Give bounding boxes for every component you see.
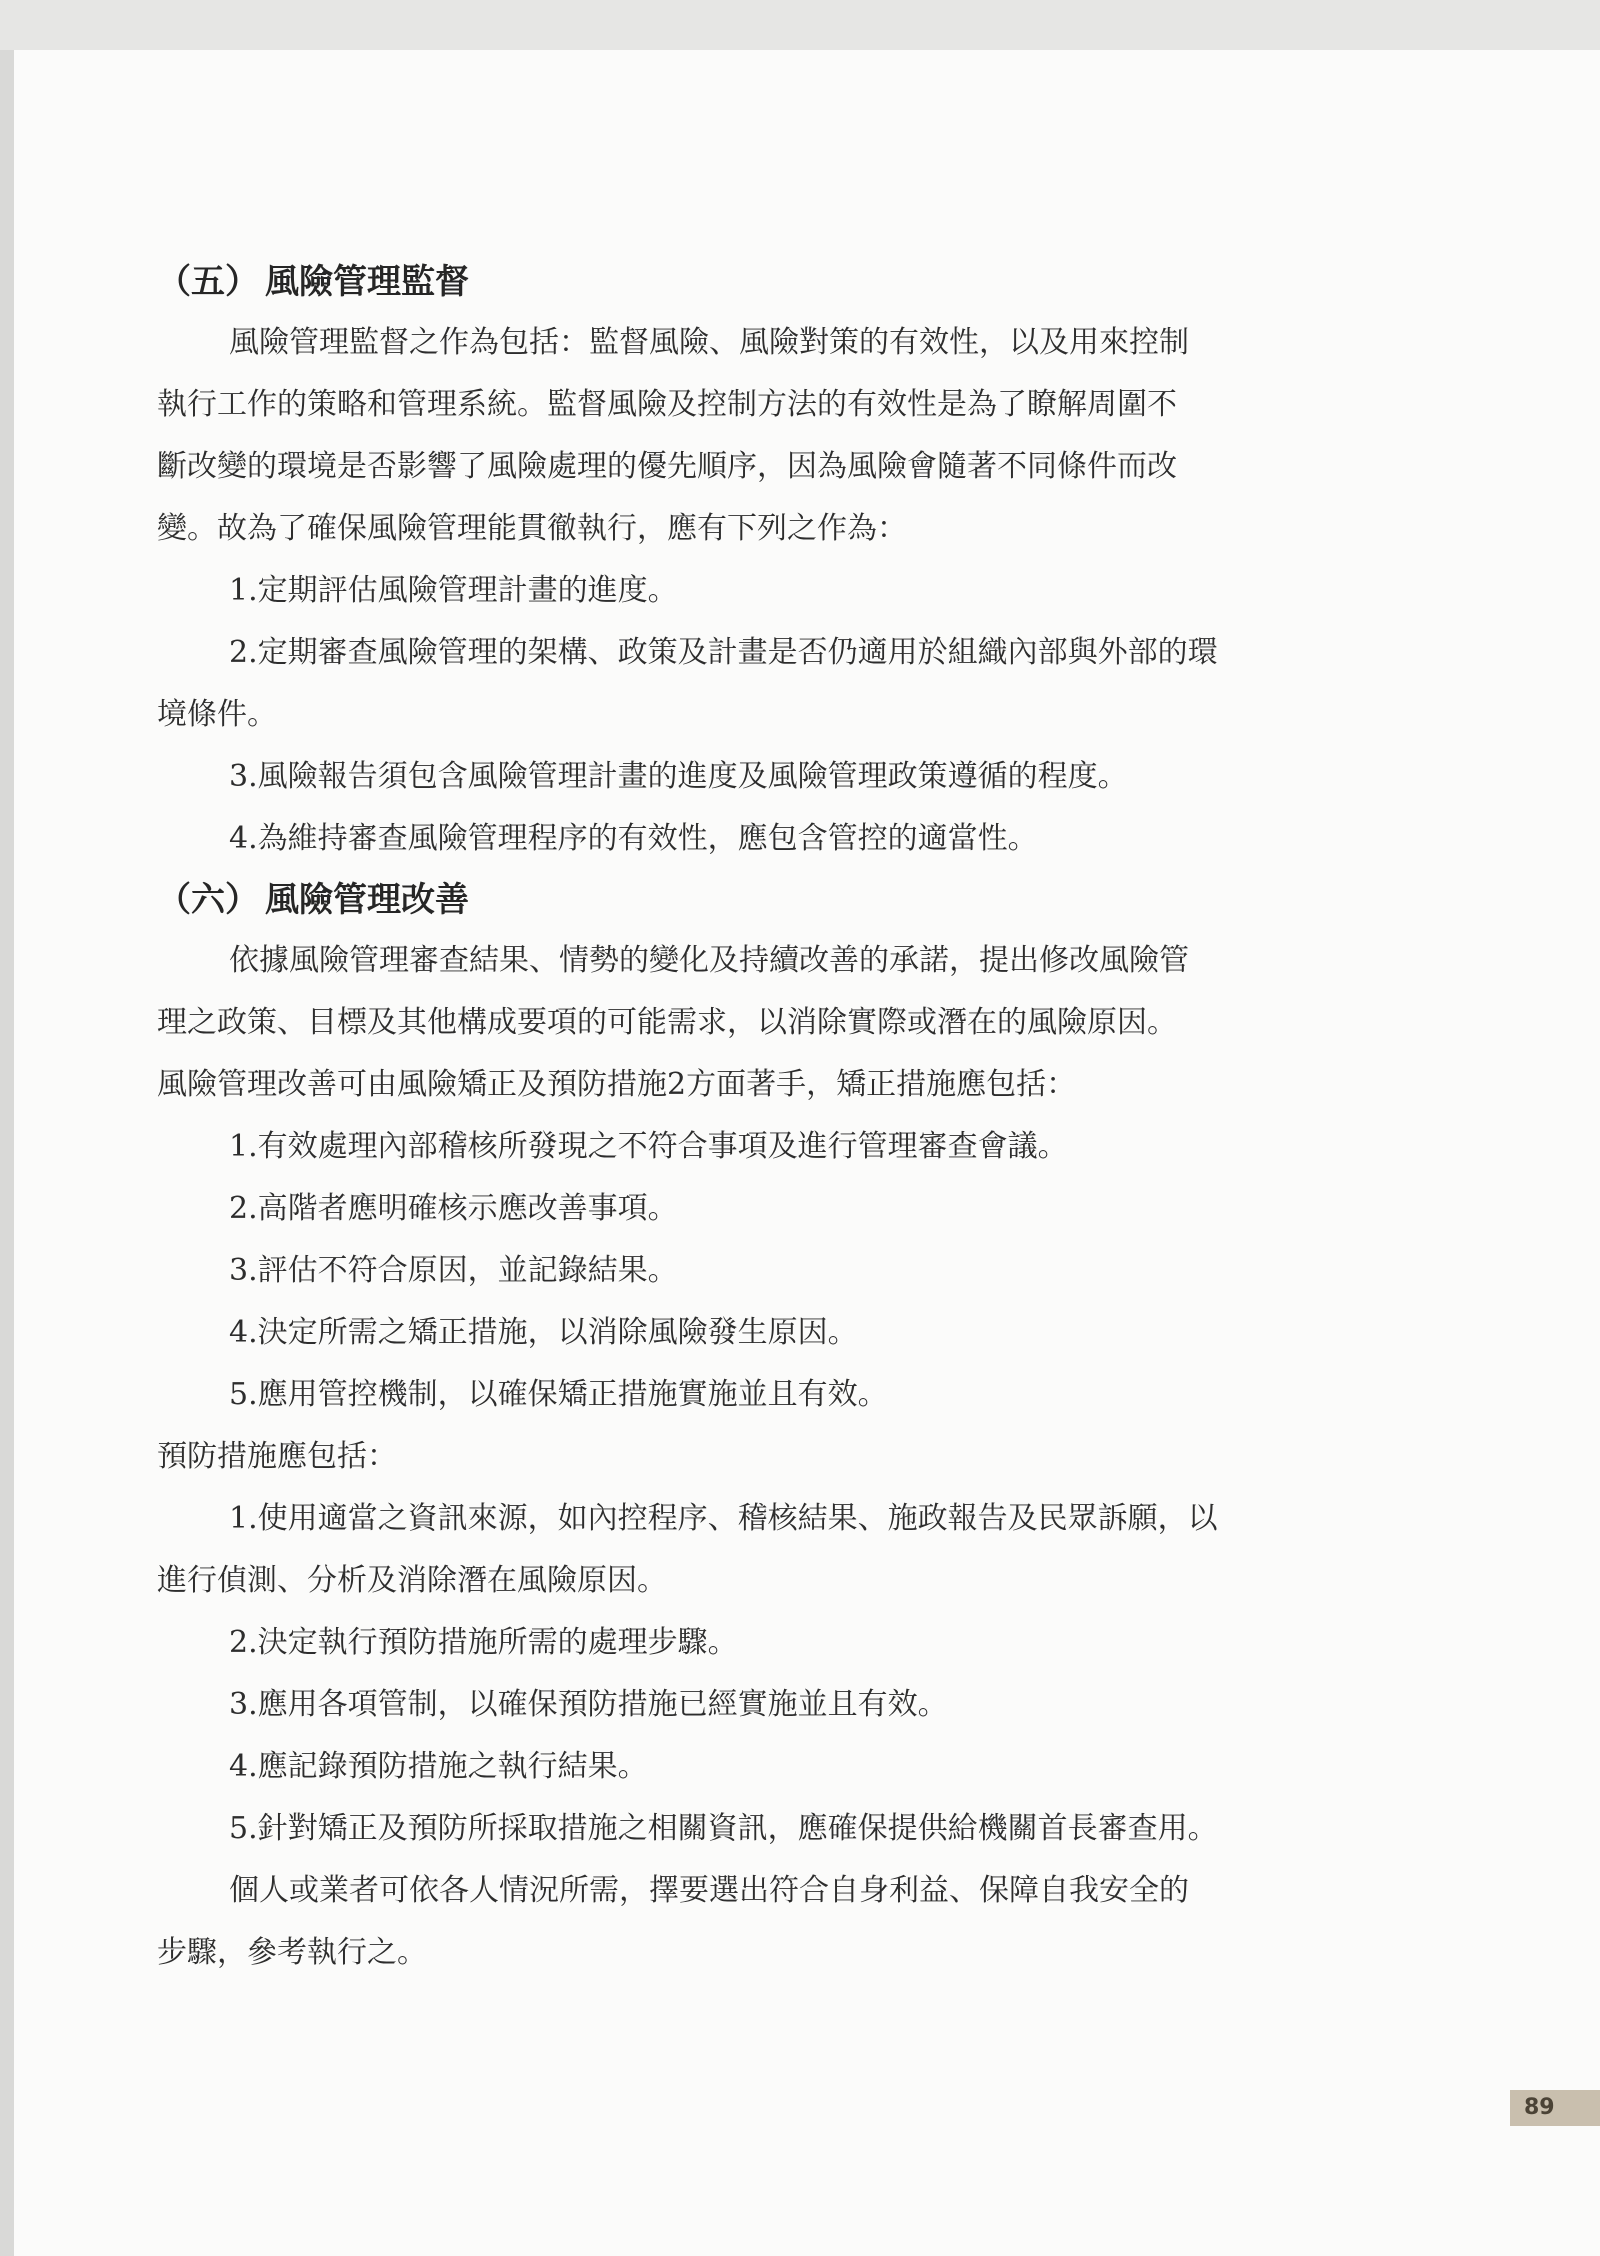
corrective-item: 1.有效處理內部稽核所發現之不符合事項及進行管理審查會議。 <box>229 1129 1068 1164</box>
corrective-item: 5.應用管控機制，以確保矯正措施實施並且有效。 <box>229 1377 888 1412</box>
paragraph-line: 變。故為了確保風險管理能貫徹執行，應有下列之作為： <box>157 511 907 546</box>
scan-top-border <box>0 0 1600 50</box>
paragraph-line: 依據風險管理審查結果、情勢的變化及持續改善的承諾，提出修改風險管 <box>229 943 1189 978</box>
preventive-item: 2.決定執行預防措施所需的處理步驟。 <box>229 1625 738 1660</box>
section-5-number: （五） <box>157 262 259 302</box>
paragraph-line: 風險管理監督之作為包括：監督風險、風險對策的有效性，以及用來控制 <box>229 325 1189 360</box>
paragraph-line: 執行工作的策略和管理系統。監督風險及控制方法的有效性是為了瞭解周圍不 <box>157 387 1177 422</box>
preventive-item: 3.應用各項管制，以確保預防措施已經實施並且有效。 <box>229 1687 948 1722</box>
scan-left-edge <box>0 50 14 2256</box>
corrective-item: 2.高階者應明確核示應改善事項。 <box>229 1191 678 1226</box>
corrective-item: 4.決定所需之矯正措施，以消除風險發生原因。 <box>229 1315 858 1350</box>
paragraph-line: 理之政策、目標及其他構成要項的可能需求，以消除實際或潛在的風險原因。 <box>157 1005 1177 1040</box>
preventive-item: 5.針對矯正及預防所採取措施之相關資訊，應確保提供給機關首長審查用。 <box>229 1811 1218 1846</box>
section-6-number: （六） <box>157 880 259 920</box>
paragraph-line: 風險管理改善可由風險矯正及預防措施2方面著手，矯正措施應包括： <box>157 1067 1077 1102</box>
preventive-label: 預防措施應包括： <box>157 1439 397 1474</box>
closing-line: 個人或業者可依各人情況所需，擇要選出符合自身利益、保障自我安全的 <box>229 1873 1189 1908</box>
preventive-item-continuation: 進行偵測、分析及消除潛在風險原因。 <box>157 1563 667 1598</box>
preventive-item: 4.應記錄預防措施之執行結果。 <box>229 1749 648 1784</box>
paragraph-line: 斷改變的環境是否影響了風險處理的優先順序，因為風險會隨著不同條件而改 <box>157 449 1177 484</box>
list-item-continuation: 境條件。 <box>157 697 277 732</box>
list-item: 1.定期評估風險管理計畫的進度。 <box>229 573 678 608</box>
closing-line: 步驟，參考執行之。 <box>157 1935 427 1970</box>
section-6-title: 風險管理改善 <box>265 880 469 920</box>
section-heading-6 <box>157 870 1357 930</box>
page-number: 89 <box>1510 2090 1600 2126</box>
list-item: 2.定期審查風險管理的架構、政策及計畫是否仍適用於組織內部與外部的環 <box>229 635 1218 670</box>
page-content <box>157 252 1357 1984</box>
list-item: 4.為維持審查風險管理程序的有效性，應包含管控的適當性。 <box>229 821 1038 856</box>
list-item: 3.風險報告須包含風險管理計畫的進度及風險管理政策遵循的程度。 <box>229 759 1128 794</box>
preventive-item: 1.使用適當之資訊來源，如內控程序、稽核結果、施政報告及民眾訴願，以 <box>229 1501 1218 1536</box>
section-heading-5 <box>157 252 1357 312</box>
corrective-item: 3.評估不符合原因，並記錄結果。 <box>229 1253 678 1288</box>
section-5-title: 風險管理監督 <box>265 262 469 302</box>
